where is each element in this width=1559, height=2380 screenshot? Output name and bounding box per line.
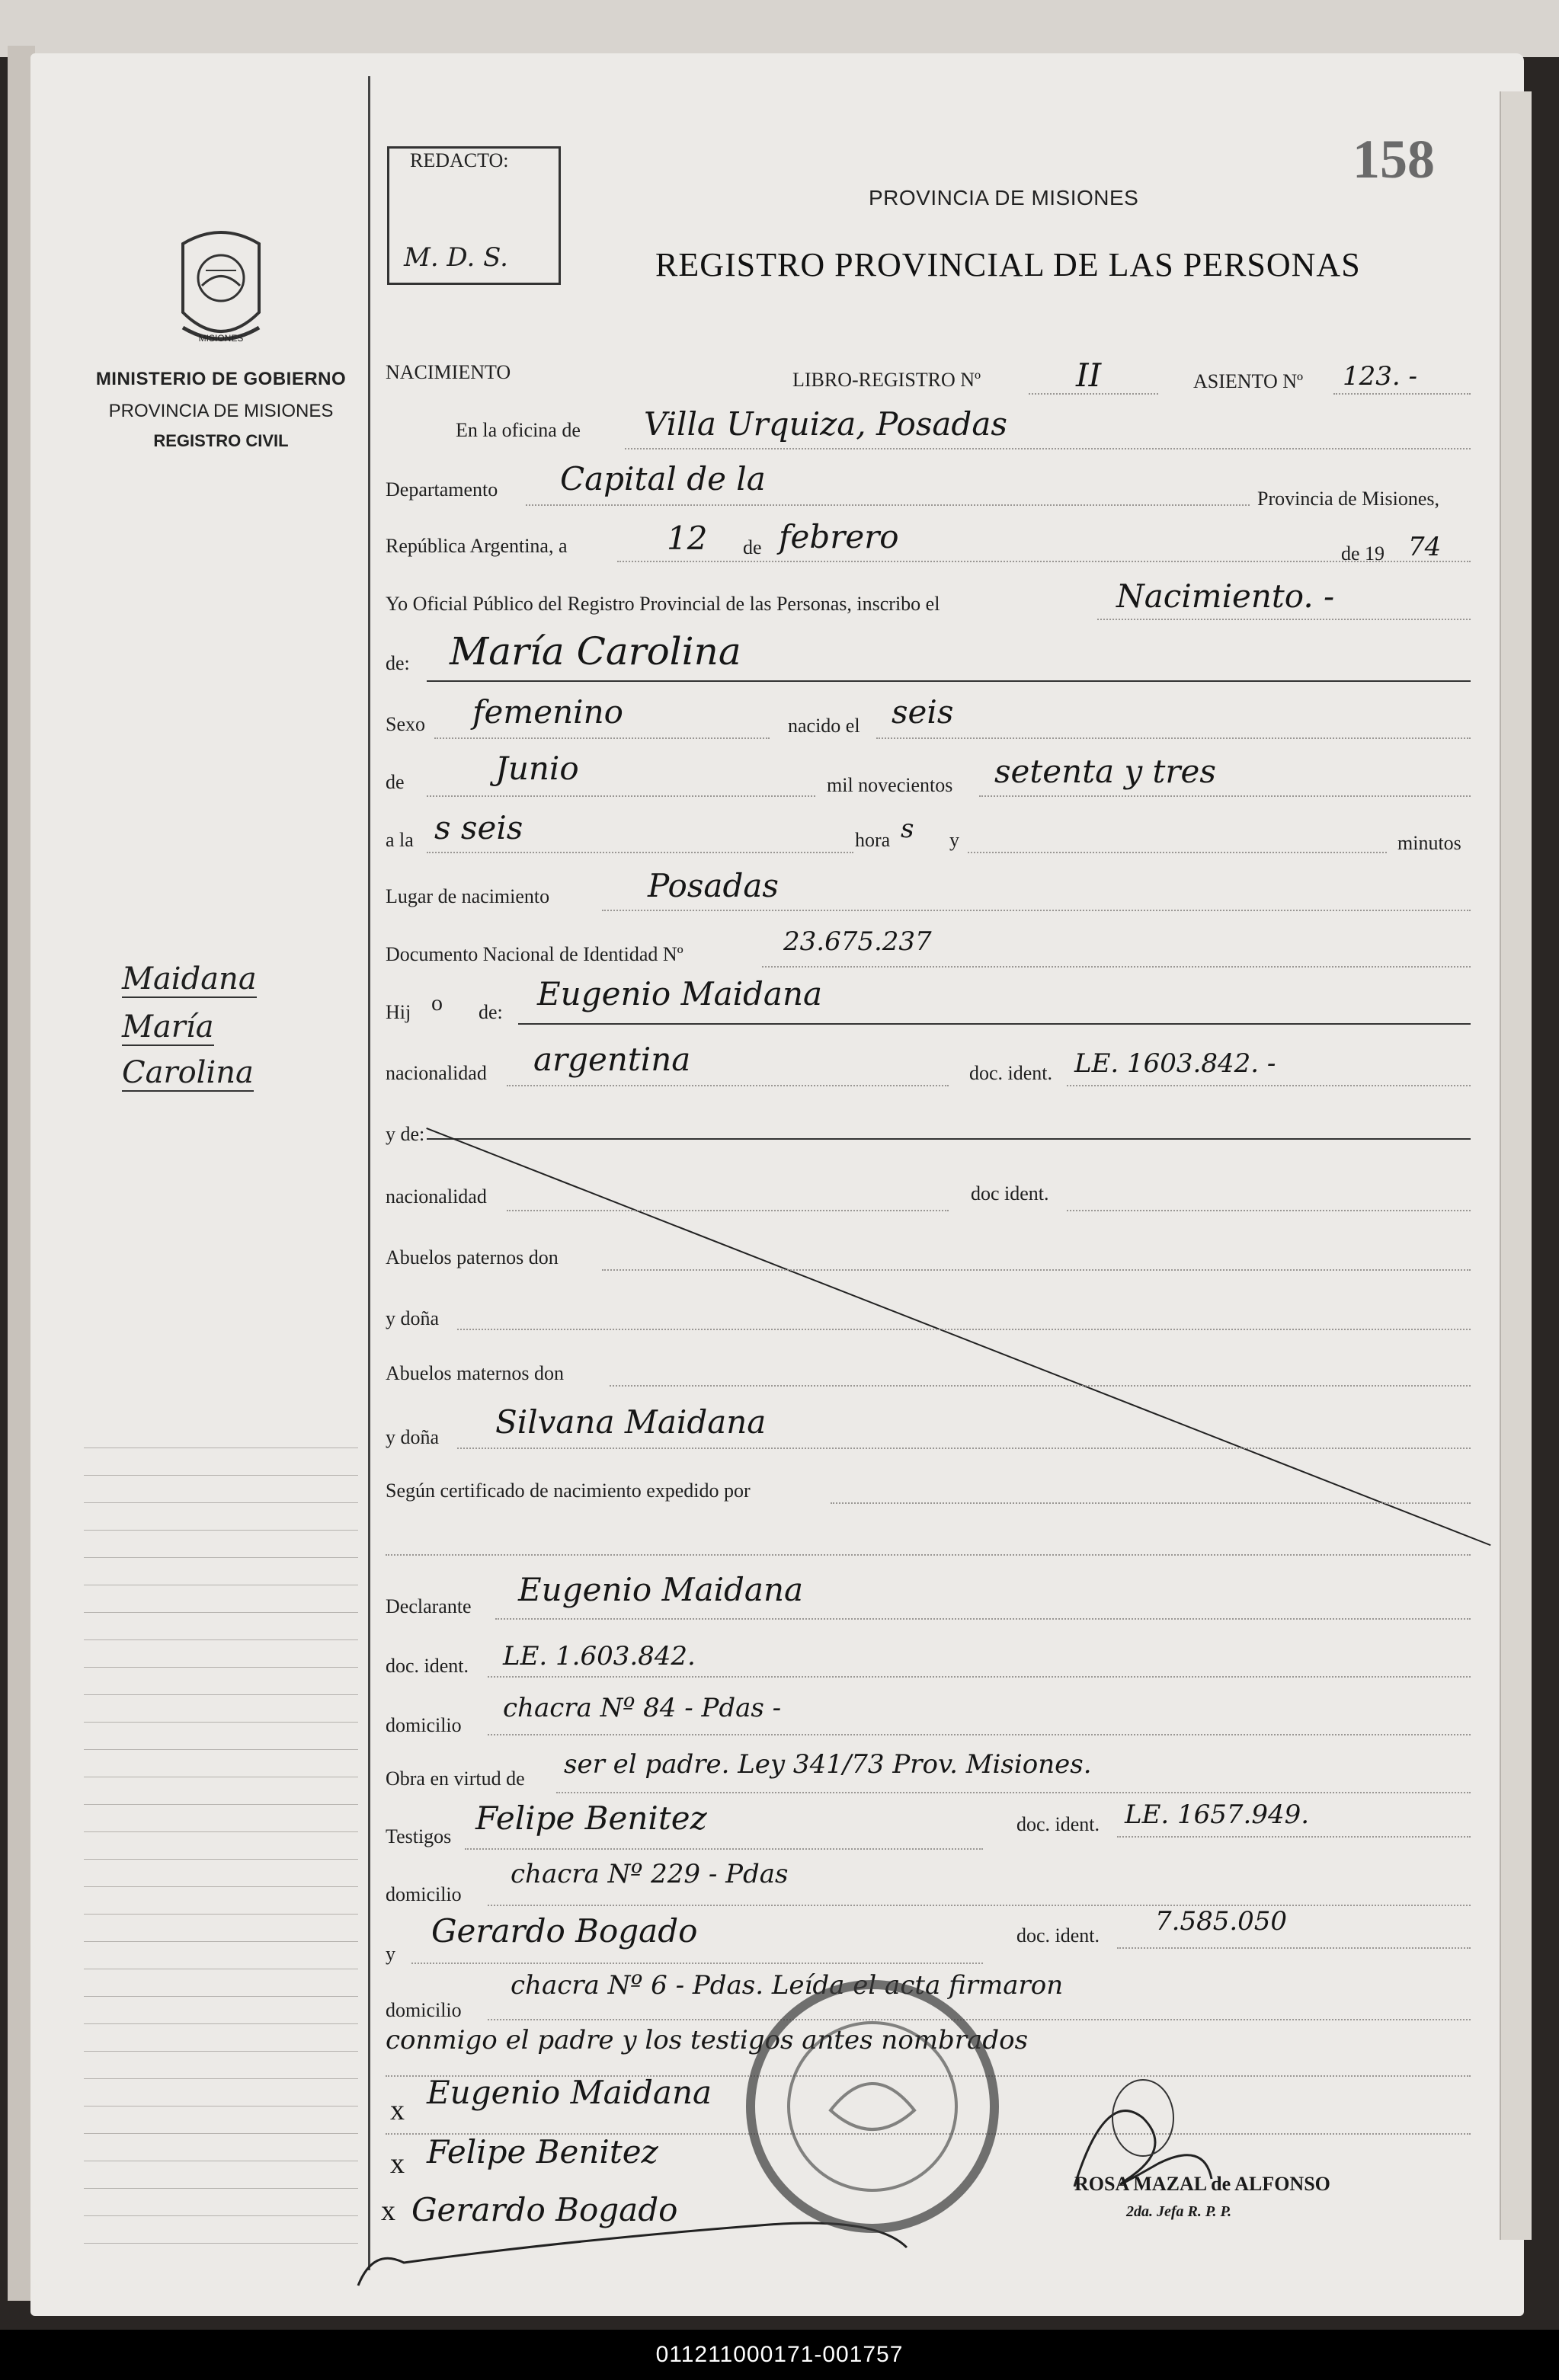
oficina-value: Villa Urquiza, Posadas xyxy=(644,405,1007,443)
anio-label: de 19 xyxy=(1341,542,1385,565)
nacido-value: seis xyxy=(892,693,954,731)
mil-novecientos-label: mil novecientos xyxy=(827,774,953,796)
testigo2-value: Gerardo Bogado xyxy=(431,1912,698,1950)
stub-ruled-line xyxy=(84,2188,358,2189)
oficial-text: Yo Oficial Público del Registro Provincial de las Personas, inscribo el xyxy=(386,593,940,615)
ministry-name: MINISTERIO DE GOBIERNO xyxy=(95,369,347,389)
firma1-value: Eugenio Maidana xyxy=(427,2074,712,2111)
mes-value: febrero xyxy=(779,518,899,555)
folio-number: 158 xyxy=(1353,129,1435,190)
anio-value: 74 xyxy=(1408,532,1442,562)
margin-note-name1: María xyxy=(122,1009,214,1044)
testigo1-line xyxy=(465,1848,983,1850)
nacionalidad-line xyxy=(507,1085,949,1086)
hora-value: s xyxy=(901,814,914,844)
stub-ruled-line xyxy=(84,1804,358,1805)
mes-nac-value: Junio xyxy=(495,750,579,787)
segun-line-2 xyxy=(386,1554,1471,1556)
madre-line xyxy=(427,1138,1471,1140)
stub-ruled-line xyxy=(84,2078,358,2079)
firma3-value: Gerardo Bogado xyxy=(411,2191,678,2228)
minutos-label: minutos xyxy=(1397,832,1461,854)
obra-line xyxy=(556,1792,1471,1793)
testigo1-value: Felipe Benitez xyxy=(475,1799,707,1837)
firma2-value: Felipe Benitez xyxy=(427,2133,658,2170)
abuela-materna-line xyxy=(457,1448,1471,1449)
testigo1-doc-line xyxy=(1117,1836,1471,1838)
provincia-label: Provincia de Misiones, xyxy=(1257,488,1440,510)
cierre-value: conmigo el padre y los testigos antes nombrados xyxy=(386,2025,1029,2055)
lugar-line xyxy=(602,910,1471,911)
stub-ruled-line xyxy=(84,2023,358,2024)
testigo1-doc-value: LE. 1657.949. xyxy=(1125,1799,1310,1830)
padre-line xyxy=(518,1023,1471,1025)
nacido-line xyxy=(876,737,1471,739)
redacto-label: REDACTO: xyxy=(410,149,509,171)
segun-line-1 xyxy=(831,1502,1471,1504)
departamento-line xyxy=(526,504,1250,506)
a-la-label: a la xyxy=(386,829,414,851)
official-seal-stamp xyxy=(739,1973,1006,2240)
firma2-x: x xyxy=(390,2148,405,2180)
y-dona-label: y doña xyxy=(386,1307,440,1329)
de-colon-label: de: xyxy=(386,652,410,674)
domicilio3-value: chacra Nº 6 - Pdas. Leída el acta firmaron xyxy=(511,1970,1064,2001)
abuelos-maternos-label: Abuelos maternos don xyxy=(386,1362,564,1384)
testigos-label: Testigos xyxy=(386,1825,452,1847)
nacionalidad-label: nacionalidad xyxy=(386,1062,487,1084)
province-name-left: PROVINCIA DE MISIONES xyxy=(108,401,334,421)
testigo2-doc-line xyxy=(1117,1947,1471,1949)
stub-ruled-line xyxy=(84,1667,358,1668)
stub-ruled-line xyxy=(84,1612,358,1613)
coat-of-arms-logo xyxy=(168,221,274,358)
de-label: de xyxy=(743,536,762,558)
firma3-x: x xyxy=(381,2195,395,2227)
stub-ruled-line xyxy=(84,1502,358,1503)
doc-ident-label-4: doc. ident. xyxy=(1016,1813,1100,1835)
stub-ruled-line xyxy=(84,1914,358,1915)
de-label-2: de xyxy=(386,771,405,793)
domicilio-label-2: domicilio xyxy=(386,1883,462,1905)
testigo2-line xyxy=(411,1963,983,1964)
abuela-paterna-line xyxy=(457,1329,1471,1330)
y-label-2: y xyxy=(386,1943,395,1965)
stub-ruled-line xyxy=(84,2133,358,2134)
acto-line xyxy=(1097,619,1471,620)
padre-doc-line xyxy=(1067,1085,1471,1086)
stub-ruled-line xyxy=(84,1722,358,1723)
officer-name: ROSA MAZAL de ALFONSO xyxy=(1074,2173,1330,2195)
sexo-value: femenino xyxy=(472,693,623,731)
a-la-line xyxy=(427,852,853,853)
stub-ruled-line xyxy=(84,1941,358,1942)
nacionalidad-line-2 xyxy=(507,1210,949,1211)
redacto-value: M. D. S. xyxy=(404,242,508,273)
testigo2-doc-value: 7.585.050 xyxy=(1155,1906,1288,1937)
y-de-label: y de: xyxy=(386,1123,425,1145)
stub-ruled-line xyxy=(84,1557,358,1558)
abuelos-paternos-line xyxy=(602,1269,1471,1271)
obra-value: ser el padre. Ley 341/73 Prov. Misiones. xyxy=(564,1749,1092,1780)
caption-bar xyxy=(0,2330,1559,2380)
image-id-caption: 011211000171-001757 xyxy=(655,2342,904,2367)
acto-value: Nacimiento. - xyxy=(1116,577,1335,615)
dia-value: 12 xyxy=(667,520,708,557)
declarante-line xyxy=(495,1618,1471,1620)
asiento-value: 123. - xyxy=(1343,361,1417,392)
libro-value: II xyxy=(1076,357,1102,394)
stub-ruled-line xyxy=(84,1886,358,1887)
margin-note-surname: Maidana xyxy=(122,961,257,996)
republica-label: República Argentina, a xyxy=(386,535,568,557)
hora-label: hora xyxy=(855,829,891,851)
registry-heading: REGISTRO PROVINCIAL DE LAS PERSONAS xyxy=(655,246,1361,283)
sexo-line xyxy=(434,737,770,739)
hijo-suffix: o xyxy=(431,990,443,1016)
nacido-label: nacido el xyxy=(788,715,860,737)
nacionalidad-label-2: nacionalidad xyxy=(386,1185,487,1208)
dni-value: 23.675.237 xyxy=(783,926,932,957)
stub-ruled-line xyxy=(84,1639,358,1640)
libro-label: LIBRO-REGISTRO Nº xyxy=(792,369,981,391)
margin-divider xyxy=(368,76,370,2270)
abuelos-paternos-label: Abuelos paternos don xyxy=(386,1246,559,1268)
lugar-value: Posadas xyxy=(648,867,779,904)
domicilio2-value: chacra Nº 229 - Pdas xyxy=(511,1859,789,1889)
stub-ruled-line xyxy=(84,1694,358,1695)
segun-certificado-label: Según certificado de nacimiento expedido por xyxy=(386,1480,751,1502)
doc-ident-label-5: doc. ident. xyxy=(1016,1924,1100,1947)
nombre-value: María Carolina xyxy=(450,629,741,673)
mes-nac-line xyxy=(427,795,815,797)
lugar-label: Lugar de nacimiento xyxy=(386,885,550,907)
padre-value: Eugenio Maidana xyxy=(537,975,823,1012)
stub-ruled-line xyxy=(84,1530,358,1531)
stub-ruled-line xyxy=(84,2243,358,2244)
stub-ruled-line xyxy=(84,1996,358,1997)
declarante-doc-value: LE. 1.603.842. xyxy=(503,1641,696,1671)
stub-ruled-line xyxy=(84,1831,358,1832)
declarante-doc-line xyxy=(488,1676,1471,1678)
doc-ident-label-3: doc. ident. xyxy=(386,1655,469,1677)
declarante-label: Declarante xyxy=(386,1595,472,1617)
doc-ident-label-2: doc ident. xyxy=(971,1182,1049,1204)
oficina-label: En la oficina de xyxy=(456,419,581,441)
domicilio-value: chacra Nº 84 - Pdas - xyxy=(503,1693,782,1723)
oficina-line xyxy=(625,448,1471,449)
page-edge xyxy=(1500,91,1532,2240)
nombre-line xyxy=(427,680,1471,682)
asiento-label: ASIENTO Nº xyxy=(1193,370,1304,392)
madre-doc-line xyxy=(1067,1210,1471,1211)
dni-label: Documento Nacional de Identidad Nº xyxy=(386,943,683,965)
departamento-value: Capital de la xyxy=(560,460,766,497)
svg-text:MISIONES: MISIONES xyxy=(198,333,244,344)
stub-ruled-line xyxy=(84,2215,358,2216)
nacionalidad-value: argentina xyxy=(533,1041,691,1078)
abuelos-maternos-line xyxy=(610,1385,1471,1387)
officer-title: 2da. Jefa R. P. P. xyxy=(1126,2203,1232,2220)
stub-ruled-line xyxy=(84,1475,358,1476)
domicilio-line xyxy=(488,1734,1471,1735)
firma1-x: x xyxy=(390,2094,405,2126)
obra-label: Obra en virtud de xyxy=(386,1767,525,1790)
stub-ruled-line xyxy=(84,2051,358,2052)
doc-ident-label: doc. ident. xyxy=(969,1062,1053,1084)
nacimiento-label: NACIMIENTO xyxy=(386,361,511,383)
province-heading: PROVINCIA DE MISIONES xyxy=(869,186,1139,210)
de-colon-label-2: de: xyxy=(479,1001,503,1023)
civil-registry-name: REGISTRO CIVIL xyxy=(153,431,289,450)
y-label: y xyxy=(949,829,959,851)
domicilio2-line xyxy=(488,1905,1471,1906)
a-la-value: s seis xyxy=(434,809,523,846)
margin-note-name2: Carolina xyxy=(122,1055,254,1090)
hijo-label: Hij xyxy=(386,1001,411,1023)
minutos-line xyxy=(968,852,1387,853)
abuela-materna-value: Silvana Maidana xyxy=(495,1403,767,1441)
anio-nac-value: setenta y tres xyxy=(994,753,1216,790)
domicilio-label: domicilio xyxy=(386,1714,462,1736)
sexo-label: Sexo xyxy=(386,713,425,735)
anio-nac-line xyxy=(979,795,1471,797)
y-dona-label-2: y doña xyxy=(386,1426,440,1448)
dni-line xyxy=(762,966,1471,968)
domicilio-label-3: domicilio xyxy=(386,1999,462,2021)
declarante-value: Eugenio Maidana xyxy=(518,1571,804,1608)
asiento-line xyxy=(1333,393,1471,395)
stub-ruled-line xyxy=(84,1859,358,1860)
padre-doc-value: LE. 1603.842. - xyxy=(1074,1048,1276,1079)
background-top xyxy=(0,0,1559,57)
departamento-label: Departamento xyxy=(386,478,498,501)
stub-ruled-line xyxy=(84,1749,358,1750)
